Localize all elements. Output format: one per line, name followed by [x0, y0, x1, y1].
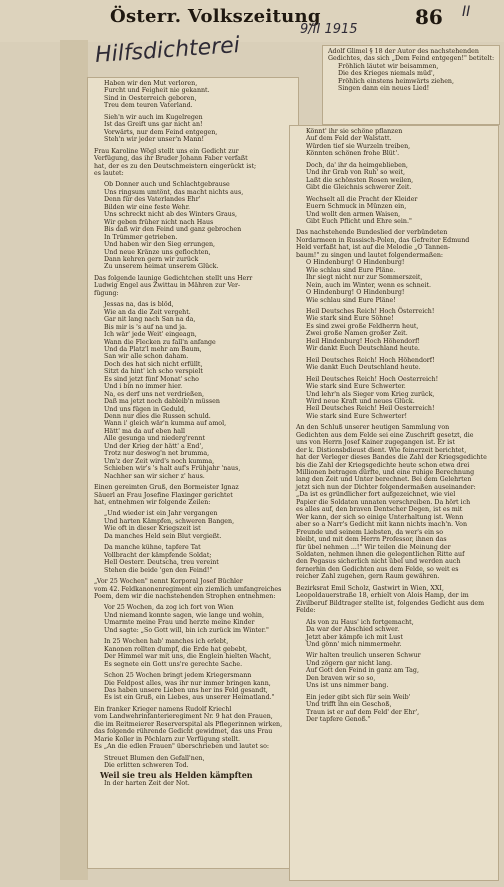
- poem-line: Daß ma jetzt noch dableib'n müssen: [104, 398, 220, 406]
- poem-line: Nachher san wir sicher z' haus.: [104, 472, 205, 480]
- clipping-right-column: [290, 126, 498, 880]
- poem-line: Und wollt den armen Waisen,: [306, 210, 401, 218]
- poem-line: Bis daß wir den Feind und ganz gebrochen: [104, 226, 242, 234]
- poem-line: Vorwärts, nur dem Feind entgegen,: [104, 128, 218, 136]
- poem-line: Bilden wir eine feste Wehr.: [104, 203, 191, 211]
- poem-line: Und sagte: „So Gott will, bin ich zurück im Winter.": [104, 626, 269, 634]
- text-line: Poem, dem wir die nachstehenden Strophen entnehmen:: [94, 593, 276, 600]
- text-line: hat, entnehmen wir folgende Zeilen:: [94, 499, 211, 507]
- poem-line: Dann kehren gern wir zurück: [104, 255, 199, 263]
- poem-line: Wie schlau sind Eure Pläne.: [306, 266, 396, 274]
- poem-line: Uns ringsum umtönt, das macht nichts aus,: [104, 188, 244, 196]
- text-line: fernerhin den Gedichten aus dem Felde, so weit es: [296, 565, 459, 573]
- text-line: Marie Koller in Pöchlarn zur Verfügung stellt.: [94, 735, 241, 743]
- poem-line: Und niemand konnte sagen, wie lange und wohin,: [104, 611, 264, 619]
- handwritten-date: 9/II 1915: [300, 22, 358, 37]
- text-line: für übel nehmen ...!" Wir teilen die Meinung der: [296, 543, 451, 551]
- poem-line: Doch, da' ihr da heimgeblieben,: [306, 161, 408, 169]
- text-line: Ein franker Krieger namens Rudolf Kriechl: [94, 705, 232, 713]
- text-line: es lautet:: [94, 169, 124, 177]
- poem-line: Und ihr Grab von Ruh' so weit,: [306, 169, 405, 177]
- poem-line: Und da Platz'l mehr am Baum,: [104, 345, 202, 353]
- handwritten-note: Hilfsdichterei: [94, 32, 241, 69]
- poem-line: Bis mir is 's auf na und ja.: [104, 323, 187, 331]
- poem-line: Auf dem Feld der Walstatt.: [306, 135, 392, 143]
- text-line: Es „An die edlen Frauen" überschrieben und lautet so:: [94, 743, 269, 751]
- text-line: reicher Zahl zugehen, gern Raum gewähren.: [296, 573, 440, 581]
- newspaper-masthead: Österr. Volkszeitung: [110, 6, 321, 27]
- left-column-text: [94, 80, 292, 787]
- text-line: den Pegasus sicherlich nicht übel und werden auch: [296, 558, 461, 566]
- poem-line: Schon 25 Wochen bringt jedem Kriegersmann: [104, 672, 252, 680]
- text-line: Frau Karoline Wögl stellt uns ein Gedicht zur: [94, 147, 239, 155]
- poem-line: Wann die Flecken zu fall'n anfange: [104, 338, 216, 346]
- poem-line: Wie dankt Euch Deutschland heute.: [306, 364, 421, 372]
- poem-line: O Hindenburg! O Hindenburg!: [306, 259, 405, 267]
- text-line: Einen gereimten Gruß, den Bormeister Ignaz: [94, 484, 239, 492]
- poem-line: In Trümmer getrieben.: [104, 233, 178, 241]
- poem-line: Und haben wir den Sieg errungen,: [104, 241, 216, 249]
- poem-line: Ihr siegt nicht nur zur Sommerszeit,: [306, 274, 423, 282]
- poem-line: Euern Schmuck in Münzen ein,: [306, 203, 407, 211]
- text-line: Millionen betragen dürfte, und eine ruhige Berechnung: [296, 469, 475, 477]
- poem-line: Wie an da die Zeit vergeht.: [104, 308, 191, 316]
- text-line: Das nachstehende Bundeslied der verbündeten: [296, 229, 448, 237]
- poem-line: Den braven wir so so,: [306, 674, 376, 682]
- text-line: vom 42. Feldkanonenregiment ein ziemlich umfangreiches: [94, 585, 282, 593]
- text-line: vom Landwehrinfanterieregiment Nr. 9 hat den Frauen,: [94, 713, 273, 721]
- poem-line: Und lehr'n als Sieger vom Krieg zurück,: [306, 390, 435, 398]
- poem-line: San wir alle schon daham.: [104, 353, 189, 361]
- poem-line: O Hindenburg! O Hindenburg!: [306, 289, 405, 297]
- poem-line: Wir dankt Euch Deutschland heute.: [306, 345, 420, 353]
- poem-line: Ist das Greift uns gar nicht an!: [104, 121, 203, 129]
- text-line: An den Schluß unserer heutigen Sammlung von: [296, 424, 450, 432]
- text-line: aber so a Narr's Gedicht mit kann nichts mach'n. Von: [296, 521, 467, 529]
- text-line: Freunde und seinem Liebsten, da wer's ein so: [296, 528, 444, 536]
- text-line: es alles auf, den braven Dentscher Degen, ist es mit: [296, 506, 463, 514]
- poem-line: Wechselt all die Pracht der Kleider: [306, 195, 418, 203]
- poem-line: Der tapfere Genoß.": [306, 716, 371, 724]
- poem-line: Und i bin no immer hier.: [104, 383, 183, 391]
- poem-line: Heil Deutsches Reich! Hoch Höhendorf!: [306, 356, 435, 364]
- right-column-text: [296, 128, 492, 724]
- poem-line: Um'z der Zeit wird's noch kumma,: [104, 457, 215, 465]
- poem-line: Da manche kühne, tapfere Tat: [104, 544, 201, 552]
- poem-line: Auf Gott den Feind in ganz am Tag,: [306, 667, 419, 675]
- text-line: hat der Verleger dieses Bandes die Zahl der Kriegsgedichte: [296, 454, 487, 462]
- poem-line: Haben wir den Mut verloren,: [104, 80, 198, 87]
- clipping-top-right: [323, 46, 499, 124]
- poem-line: Sitzt da hint' ich scho verspielt: [104, 368, 203, 376]
- poem-line: Hätt' ma da auf eben hall: [104, 427, 186, 435]
- poem-line: Jessas na, das is blöd,: [104, 301, 174, 309]
- backing-paper-edge: [60, 40, 88, 880]
- poem-line: „Und wieder ist ein Jahr vergangen: [104, 510, 218, 518]
- text-line: Wer kann, der sich so einige Unterhaltung ist. Wenn: [296, 513, 464, 521]
- poem-line: Und trifft ihn ein Geschoß,: [306, 701, 392, 709]
- text-line: das folgende rührende Gedicht gewidmet, das uns Frau: [94, 728, 273, 736]
- poem-line: Wir halten treulich unseren Schwur: [306, 652, 421, 660]
- poem-line: Es sind jetzt fünf Monat' scho: [104, 375, 199, 383]
- poem-line: Gibt die Gleichnis schwerer Zeit.: [306, 184, 412, 192]
- poem-line: Treu dem teuren Vaterland.: [104, 102, 193, 110]
- poem-line: Alle gesunga und niederg'rennt: [104, 435, 206, 443]
- poem-line: Die Feldpost alles, was ihr nur immer bringen kann,: [104, 679, 271, 687]
- poem-line: Uns schreckt nicht ab des Winters Graus,: [104, 211, 237, 219]
- text-line: bleibt, und mit dem Herrn Professor, ihnen das: [296, 536, 447, 544]
- text-line: fügung:: [94, 289, 119, 297]
- poem-line: In der harten Zeit der Not.: [104, 779, 190, 787]
- poem-line: Als von zu Haus' ich fortgemacht,: [306, 618, 414, 626]
- poem-line: Und gönn' mich nimmermehr.: [306, 641, 402, 648]
- poem-line: Ob Donner auch und Schlachtgebrause: [104, 181, 230, 189]
- text-line: der k. Distionsbdieust dient. Wie feinerzeit berichtet,: [296, 446, 467, 454]
- handwritten-roman-numeral: II: [462, 4, 471, 20]
- poem-line: Wann i' gleich wär'n kumma auf amol,: [104, 420, 227, 428]
- text-line: bis die Zahl der Kriegsgedichte heute schon etwa drei: [296, 461, 470, 469]
- poem-line: Und zögern gar nicht lang.: [306, 659, 393, 667]
- poem-line: Heil Hindenburg! Hoch Höhendorf!: [306, 337, 420, 345]
- poem-line: Da war der Abschied schwer.: [306, 626, 400, 634]
- text-line: lang den Zeit und Unter berechnet. Bei dem Gelehrten: [296, 476, 472, 484]
- poem-line: Gar nit lang nach San na da,: [104, 316, 196, 324]
- poem-line: Trotz nur deswog'n net brumma,: [104, 450, 210, 458]
- poem-line: Doch des hat sich nicht erfüllt,: [104, 360, 203, 368]
- poem-line: Traun ist er auf dem Feld' der Ehr',: [306, 708, 420, 716]
- poem-line: Der Himmel war mit uns, die Englein hielten Wacht,: [104, 653, 272, 661]
- poem-line: Kanonen rollten dumpf, die Erde hat gebebt,: [104, 645, 248, 653]
- poem-line: Denn für des Vaterlandes Ehr': [104, 196, 201, 204]
- poem-line: Wie stark sind Eure Schwerter.: [306, 383, 406, 391]
- text-line: uns von Herrn Josef Kainer zugegangen ist. Er ist: [296, 439, 455, 447]
- poem-line: Fröhlich einstens heimwärts ziehen,: [338, 77, 454, 85]
- poem-line: Sieh'n wir auch im Kugelregen: [104, 113, 203, 121]
- poem-line: Wir geben früher nicht nach Haus: [104, 218, 214, 226]
- poem-line: Ich wär' jede Weit' eingeagn,: [104, 331, 197, 339]
- poem-line: Gibt Euch Pflicht und Ehre sein.": [306, 217, 412, 225]
- poem-line: Uns ist uns nimmer bang.: [306, 682, 389, 690]
- poem-line: Und uns fügen in Geduld,: [104, 405, 186, 413]
- text-line: Bezirksrat Emil Scholz, Gastwirt in Wien, XXI,: [296, 584, 444, 592]
- poem-line: Denn nur dies die Russen schuld.: [104, 413, 211, 421]
- poem-line: Es segnete ein Gott uns're gerechte Sache.: [104, 660, 243, 668]
- poem-line: Heil Deutsches Reich! Hoch Österreich!: [306, 307, 435, 315]
- poem-line: Und neue Kränze uns geflochten,: [104, 248, 211, 256]
- poem-line: Wird neue Kraft und neues Glück.: [306, 397, 415, 405]
- poem-line: Und der Krieg der hätt' a End',: [104, 442, 204, 450]
- poem-line: Könnt' ihr sie schöne pflanzen: [306, 128, 403, 135]
- text-line: „Vor 25 Wochen" nennt Korporal Josef Büchler: [94, 578, 243, 586]
- poem-line: Singen dann ein neues Lied!: [338, 85, 430, 93]
- poem-line: Fröhlich läutet wir beisammen,: [338, 62, 439, 70]
- poem-line: Es sind zwei große Feldherrn heut,: [306, 322, 419, 330]
- text-line: Ludwig Engel aus Zwittau in Mähren zur Ver-: [94, 282, 241, 290]
- poem-line: Würden tief sie Wurzeln treiben,: [306, 142, 411, 150]
- poem-line: Na, es derf uns net verdrießen,: [104, 390, 205, 398]
- poem-line: Weil sie treu als Helden kämpften: [100, 769, 253, 780]
- text-line: jetzt sich nun der Dichter folgendermaßen auseinander:: [296, 483, 476, 491]
- poem-line: Streuet Blumen den Gefall'nen,: [104, 754, 205, 762]
- poem-line: Heil Deutsches Reich! Hoch Oesterreich!: [306, 375, 439, 383]
- text-line: Gedichtes, das sich „Dem Feind entgegen!" betitelt:: [328, 55, 495, 63]
- poem-line: Sind in Oesterreich geboren,: [104, 94, 197, 102]
- poem-line: Jetzt aber kämpfe ich mit Lust: [306, 633, 403, 641]
- text-line: Leopoldauerstraße 18, erhielt von Alois Hamp, der im: [296, 592, 469, 600]
- text-line: Adolf Glimel § 18 der Autor des nachstehenden: [328, 48, 479, 55]
- text-line: Held verfaßt hat, ist auf die Melodie „O Tannen-: [296, 244, 451, 252]
- poem-line: Stehen die beide 'gen den Feind!": [104, 566, 213, 574]
- text-line: Gedichten aus dem Felde sei eine Zuschrift gesetzt, die: [296, 431, 474, 439]
- poem-line: Und harten Kämpfen, schweren Bangen,: [104, 517, 235, 525]
- poem-line: In 25 Wochen hab' manches ich erlebt,: [104, 638, 229, 646]
- text-line: die im Reitmeierer Reserverspital als Pflegerinnen wirken,: [94, 720, 283, 728]
- poem-line: Es ist ein Gruß, ein Liebes, aus unserer Heimatland.": [104, 694, 275, 702]
- poem-line: Vor 25 Wochen, da zog ich fort von Wien: [104, 604, 234, 612]
- poem-line: Vollbracht der kämpfende Soldat;: [104, 551, 212, 559]
- poem-line: Wie stark sind Eure Söhne!: [306, 315, 394, 323]
- poem-line: Laßt die schönsten Rosen weilen,: [306, 176, 414, 184]
- poem-line: Nein, auch im Winter, wenn es schneit.: [306, 281, 432, 289]
- poem-line: Hell Oesterr. Deutscha, treu vereint: [104, 559, 219, 567]
- text-line: „Da ist es gründlicher fort aufgezeichnet, wie viel: [296, 491, 456, 499]
- poem-line: Das haben unsere Lieben uns her ins Feld gesandt,: [104, 686, 268, 694]
- poem-line: Zu unserem heimat unserem Glück.: [104, 263, 219, 271]
- poem-line: Umarmte meine Frau und herzte meine Kinder: [104, 619, 255, 627]
- text-line: Verfügung, das ihr Bruder Johann Faber verfaßt: [94, 155, 248, 163]
- poem-line: Die erlitten schweren Tod.: [104, 762, 189, 770]
- poem-line: Schieben wir's 's halt auf's Frühjahr 'naus,: [104, 465, 241, 473]
- text-line: Säuerl an Frau Josefine Flaxinger gerichtet: [94, 491, 233, 499]
- poem-line: Zwei große Namen großer Zeit.: [306, 330, 408, 338]
- poem-line: Die des Krieges niemals müd',: [338, 70, 435, 78]
- text-line: Nordarmeen in Russisch-Polen, das Gefreiter Edmund: [296, 236, 470, 244]
- poem-line: Heil Deutsches Reich! Heil Oesterreich!: [306, 405, 435, 413]
- poem-line: Könnten schönen frohe Blüt'.: [306, 150, 400, 158]
- text-line: baum!" zu singen und lautet folgendermaßen:: [296, 251, 444, 259]
- poem-line: Da manches Held sein Blut vergießt.: [104, 532, 222, 540]
- clipping-top-right-text: [328, 48, 494, 93]
- poem-line: Steh'n wir jeder unser'n Mann!: [104, 136, 204, 144]
- poem-line: Wie schlau sind Eure Pläne!: [306, 296, 396, 304]
- poem-line: Wie stark sind Eure Schwerter!: [306, 412, 407, 420]
- text-line: Felde:: [296, 607, 316, 615]
- page-number: 86: [415, 5, 443, 29]
- text-line: Zivilberuf Bildtrager stellte ist, folgendes Gedicht aus dem: [296, 599, 485, 607]
- poem-line: Wie oft in dieser Kriegszeit ist: [104, 525, 201, 533]
- text-line: hat, der es zu den Deutschmeistern eingerückt ist;: [94, 162, 257, 170]
- text-line: Soldaten, nehmen ihnen die gelegentlichen Ritte auf: [296, 551, 465, 559]
- clipping-left-column: [88, 78, 298, 868]
- text-line: Das folgende launige Gedichtchen stellt uns Herr: [94, 274, 253, 282]
- poem-line: Ein jeder gibt sich für sein Weib': [306, 693, 411, 701]
- poem-line: Furcht und Feigheit nie gekannt.: [104, 87, 210, 95]
- text-line: Papier die Soldaten unnaten verschreiben. Da hört ich: [296, 498, 471, 506]
